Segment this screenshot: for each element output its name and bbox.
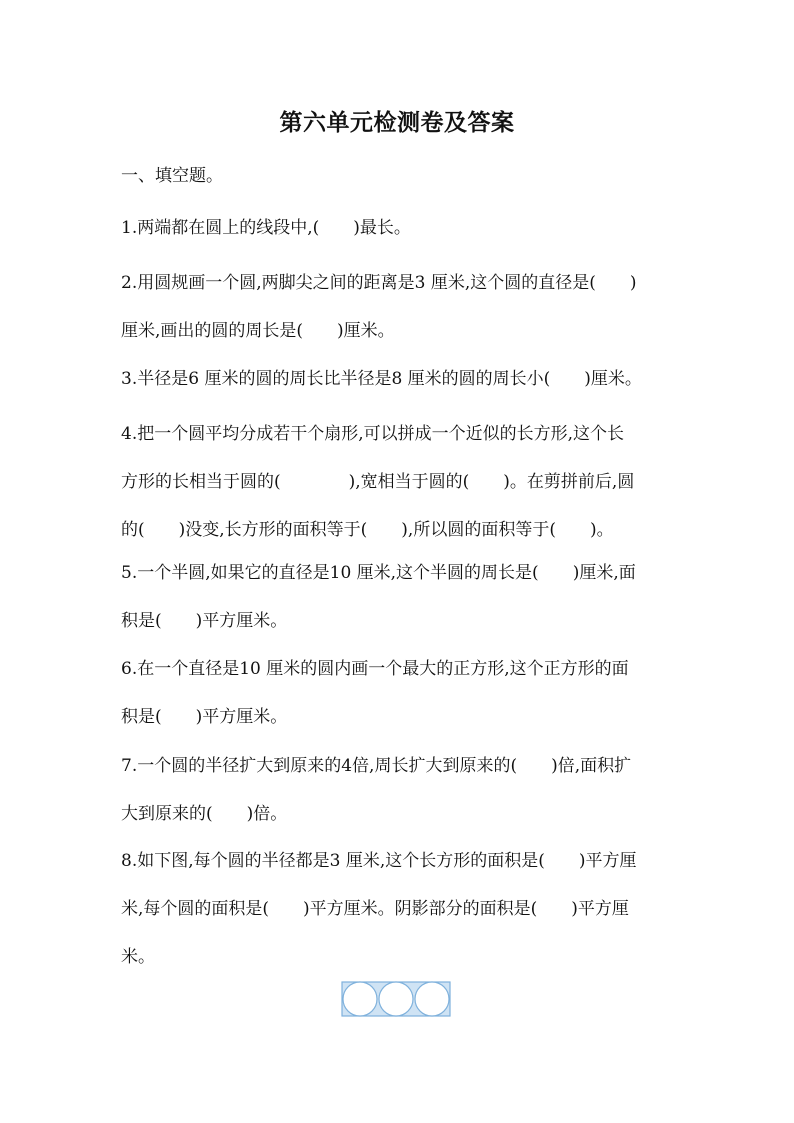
question-line: 1.两端都在圆上的线段中,( )最长。 bbox=[121, 218, 411, 238]
question-line: 的( )没变,长方形的面积等于( ),所以圆的面积等于( )。 bbox=[121, 520, 614, 540]
question-line: 大到原来的( )倍。 bbox=[121, 804, 288, 824]
question-line: 3.半径是6 厘米的圆的周长比半径是8 厘米的圆的周长小( )厘米。 bbox=[121, 369, 642, 389]
document-title: 第六单元检测卷及答案 bbox=[279, 110, 515, 136]
question-line: 积是( )平方厘米。 bbox=[121, 611, 288, 631]
circle-shape bbox=[379, 982, 413, 1016]
question-line: 5.一个半圆,如果它的直径是10 厘米,这个半圆的周长是( )厘米,面 bbox=[121, 563, 636, 583]
question-line: 米,每个圆的面积是( )平方厘米。阴影部分的面积是( )平方厘 bbox=[121, 899, 629, 919]
three-circles-figure bbox=[341, 981, 451, 1017]
circle-shape bbox=[415, 982, 449, 1016]
circle-shape bbox=[343, 982, 377, 1016]
question-6 bbox=[121, 645, 674, 741]
question-line: 米。 bbox=[121, 947, 155, 967]
question-2 bbox=[121, 259, 674, 355]
question-8 bbox=[121, 837, 674, 981]
question-line: 积是( )平方厘米。 bbox=[121, 707, 288, 727]
question-line: 7.一个圆的半径扩大到原来的4倍,周长扩大到原来的( )倍,面积扩 bbox=[121, 756, 632, 776]
question-1 bbox=[121, 204, 674, 252]
question-4 bbox=[121, 410, 674, 554]
question-line: 厘米,画出的圆的周长是( )厘米。 bbox=[121, 321, 395, 341]
question-5 bbox=[121, 549, 674, 645]
section-heading: 一、填空题。 bbox=[121, 166, 223, 186]
question-line: 6.在一个直径是10 厘米的圆内画一个最大的正方形,这个正方形的面 bbox=[121, 659, 629, 679]
question-7 bbox=[121, 742, 674, 838]
question-line: 方形的长相当于圆的( ),宽相当于圆的( )。在剪拼前后,圆 bbox=[121, 472, 635, 492]
question-line: 8.如下图,每个圆的半径都是3 厘米,这个长方形的面积是( )平方厘 bbox=[121, 851, 637, 871]
question-line: 2.用圆规画一个圆,两脚尖之间的距离是3 厘米,这个圆的直径是( ) bbox=[121, 273, 637, 293]
question-3 bbox=[121, 355, 674, 403]
question-line: 4.把一个圆平均分成若干个扇形,可以拼成一个近似的长方形,这个长 bbox=[121, 424, 625, 444]
